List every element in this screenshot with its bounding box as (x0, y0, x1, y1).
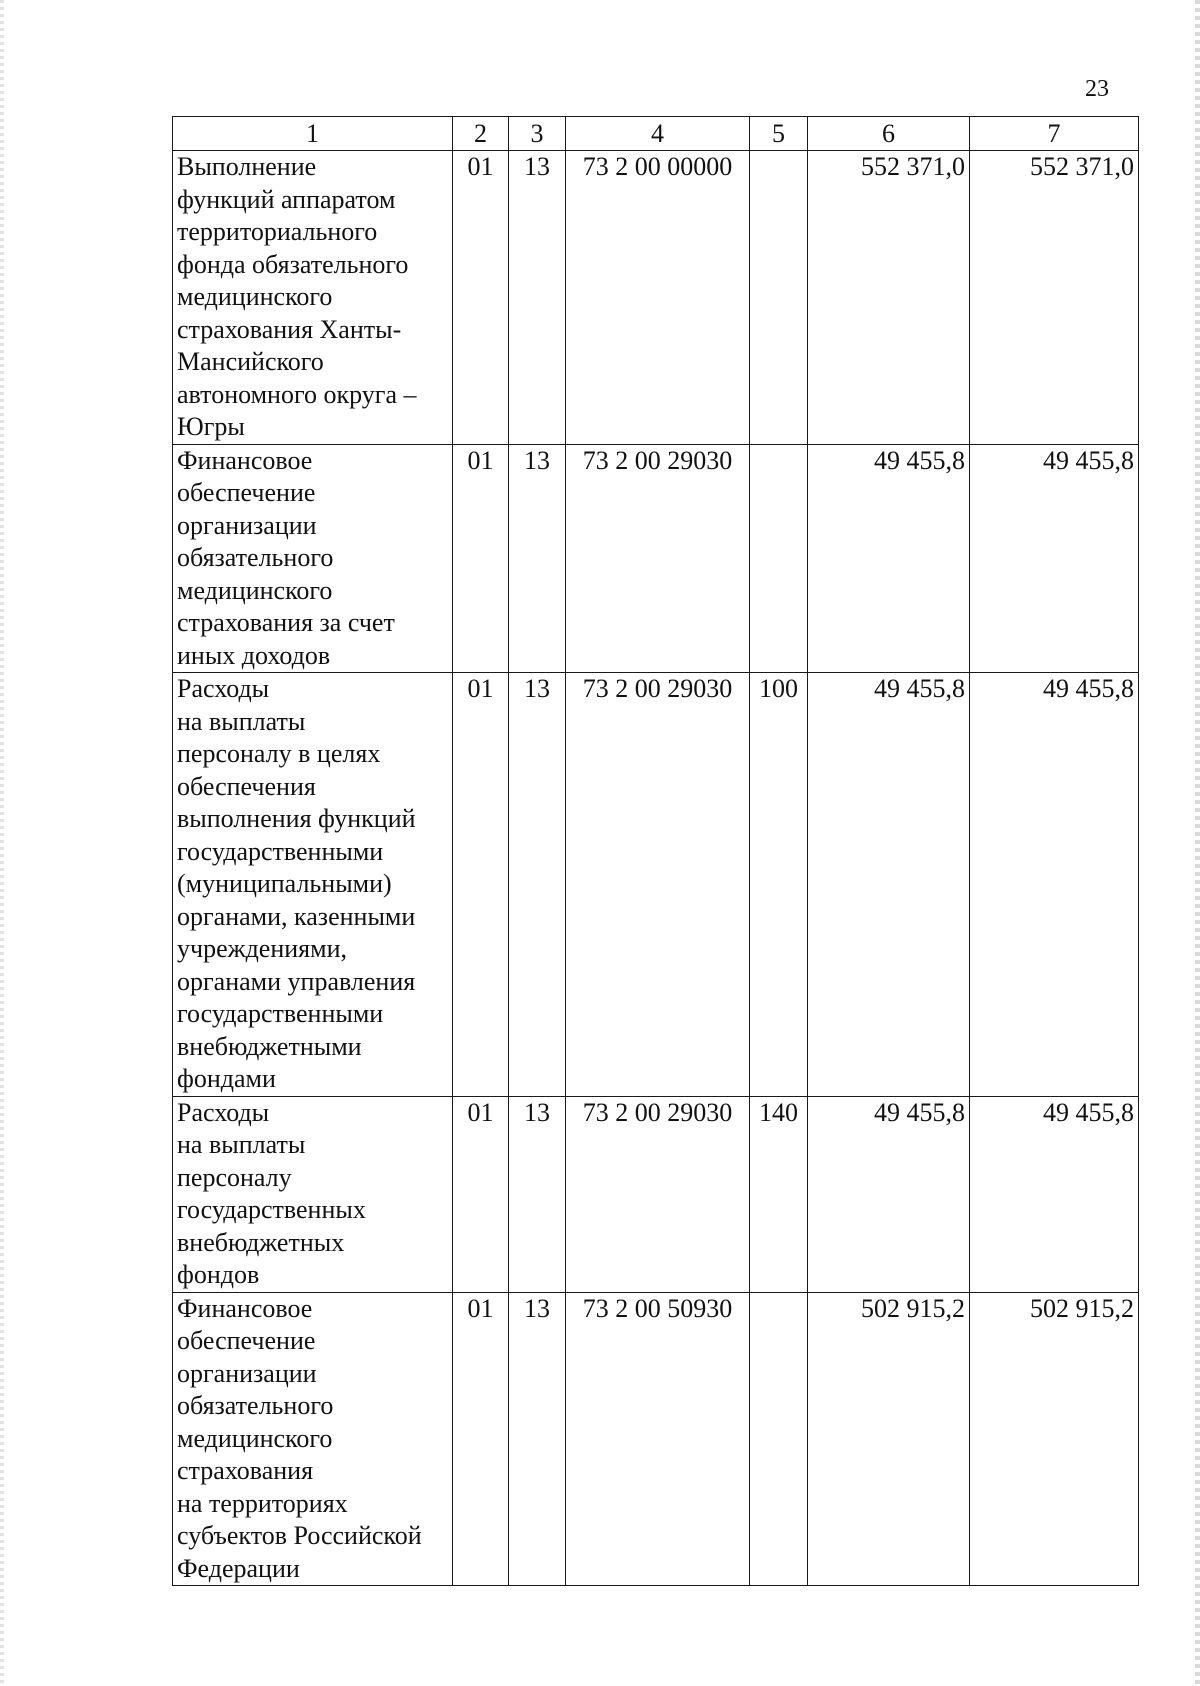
name-line: государственных (177, 1195, 366, 1224)
subsection-code: 13 (509, 673, 566, 1097)
amount-col-6: 49 455,8 (808, 444, 970, 673)
name-line: Финансовое (177, 445, 313, 475)
name-line: государственными (177, 999, 384, 1028)
name-line: обязательного (177, 1391, 334, 1420)
name-line: обеспечения (177, 771, 316, 801)
expense-type-code: 140 (750, 1096, 808, 1292)
row-name (173, 1096, 453, 1292)
target-code: 73 2 00 50930 (566, 1292, 750, 1586)
expense-type-code: 100 (750, 673, 808, 1097)
section-code: 01 (453, 444, 509, 673)
expense-type-code (750, 151, 808, 445)
table-row (173, 151, 1139, 445)
scan-edge-right (1195, 0, 1200, 1686)
name-line: Мансийского (177, 347, 324, 376)
name-line: (муниципальными) (177, 869, 392, 898)
amount-col-6: 502 915,2 (808, 1292, 970, 1586)
name-line: внебюджетными (177, 1031, 362, 1061)
target-code: 73 2 00 29030 (566, 673, 750, 1097)
name-line: организации (177, 1358, 317, 1388)
name-line: Расходы (177, 674, 270, 703)
name-line: страхования (177, 1456, 314, 1485)
section-code: 01 (453, 1292, 509, 1586)
subsection-code: 13 (509, 1292, 566, 1586)
name-line: выполнения функций (177, 804, 416, 833)
amount-col-7: 49 455,8 (970, 444, 1139, 673)
row-name (173, 673, 453, 1097)
amount-col-7: 552 371,0 (970, 151, 1139, 445)
name-line: обязательного (177, 543, 334, 572)
expense-type-code (750, 444, 808, 673)
name-line: Расходы (177, 1097, 270, 1127)
amount-col-7: 502 915,2 (970, 1292, 1139, 1586)
section-code: 01 (453, 1096, 509, 1292)
table-row (173, 444, 1139, 673)
amount-col-6: 49 455,8 (808, 673, 970, 1097)
page-number: 23 (1085, 76, 1109, 102)
scan-edge-left (0, 0, 4, 1686)
name-line: персоналу (177, 1162, 292, 1192)
name-line: страхования за счет (177, 608, 395, 637)
header-cell-7: 7 (970, 117, 1139, 151)
expense-type-code (750, 1292, 808, 1586)
name-line: фондами (177, 1064, 276, 1093)
name-line: государственными (177, 836, 384, 866)
target-code: 73 2 00 00000 (566, 151, 750, 445)
name-line: Федерации (177, 1553, 300, 1583)
header-cell-2: 2 (453, 117, 509, 151)
name-line: иных доходов (177, 640, 331, 670)
name-line: органами управления (177, 966, 416, 996)
section-code: 01 (453, 673, 509, 1097)
budget-table (172, 116, 1139, 1586)
name-line: персоналу в целях (177, 739, 381, 768)
name-line: Финансовое (177, 1293, 313, 1323)
name-line: внебюджетных (177, 1227, 345, 1257)
name-line: функций аппаратом (177, 184, 396, 214)
subsection-code: 13 (509, 151, 566, 445)
row-name (173, 1292, 453, 1586)
name-line: на выплаты (177, 706, 306, 736)
name-line: медицинского (177, 575, 333, 605)
table-row (173, 673, 1139, 1097)
header-row (173, 117, 1139, 151)
name-line: организации (177, 510, 317, 540)
amount-col-7: 49 455,8 (970, 1096, 1139, 1292)
table-row (173, 1292, 1139, 1586)
name-line: территориального (177, 217, 378, 246)
name-line: автономного округа – (177, 379, 417, 409)
header-cell-3: 3 (509, 117, 566, 151)
subsection-code: 13 (509, 444, 566, 673)
name-line: субъектов Российской (177, 1521, 422, 1550)
name-line: учреждениями, (177, 934, 348, 963)
amount-col-7: 49 455,8 (970, 673, 1139, 1097)
name-line: обеспечение (177, 478, 316, 507)
subsection-code: 13 (509, 1096, 566, 1292)
name-line: органами, казенными (177, 901, 416, 931)
header-cell-6: 6 (808, 117, 970, 151)
name-line: обеспечение (177, 1326, 316, 1355)
name-line: Выполнение (177, 152, 317, 181)
name-line: медицинского (177, 1423, 333, 1453)
name-line: медицинского (177, 282, 333, 311)
header-cell-4: 4 (566, 117, 750, 151)
name-line: фондов (177, 1260, 260, 1289)
amount-col-6: 552 371,0 (808, 151, 970, 445)
header-cell-5: 5 (750, 117, 808, 151)
target-code: 73 2 00 29030 (566, 444, 750, 673)
name-line: фонда обязательного (177, 249, 409, 279)
amount-col-6: 49 455,8 (808, 1096, 970, 1292)
section-code: 01 (453, 151, 509, 445)
name-line: на выплаты (177, 1130, 306, 1159)
row-name (173, 151, 453, 445)
name-line: на территориях (177, 1488, 348, 1518)
name-line: страхования Ханты- (177, 314, 402, 344)
name-line: Югры (177, 412, 245, 441)
header-cell-1: 1 (173, 117, 453, 151)
target-code: 73 2 00 29030 (566, 1096, 750, 1292)
table-row (173, 1096, 1139, 1292)
row-name (173, 444, 453, 673)
